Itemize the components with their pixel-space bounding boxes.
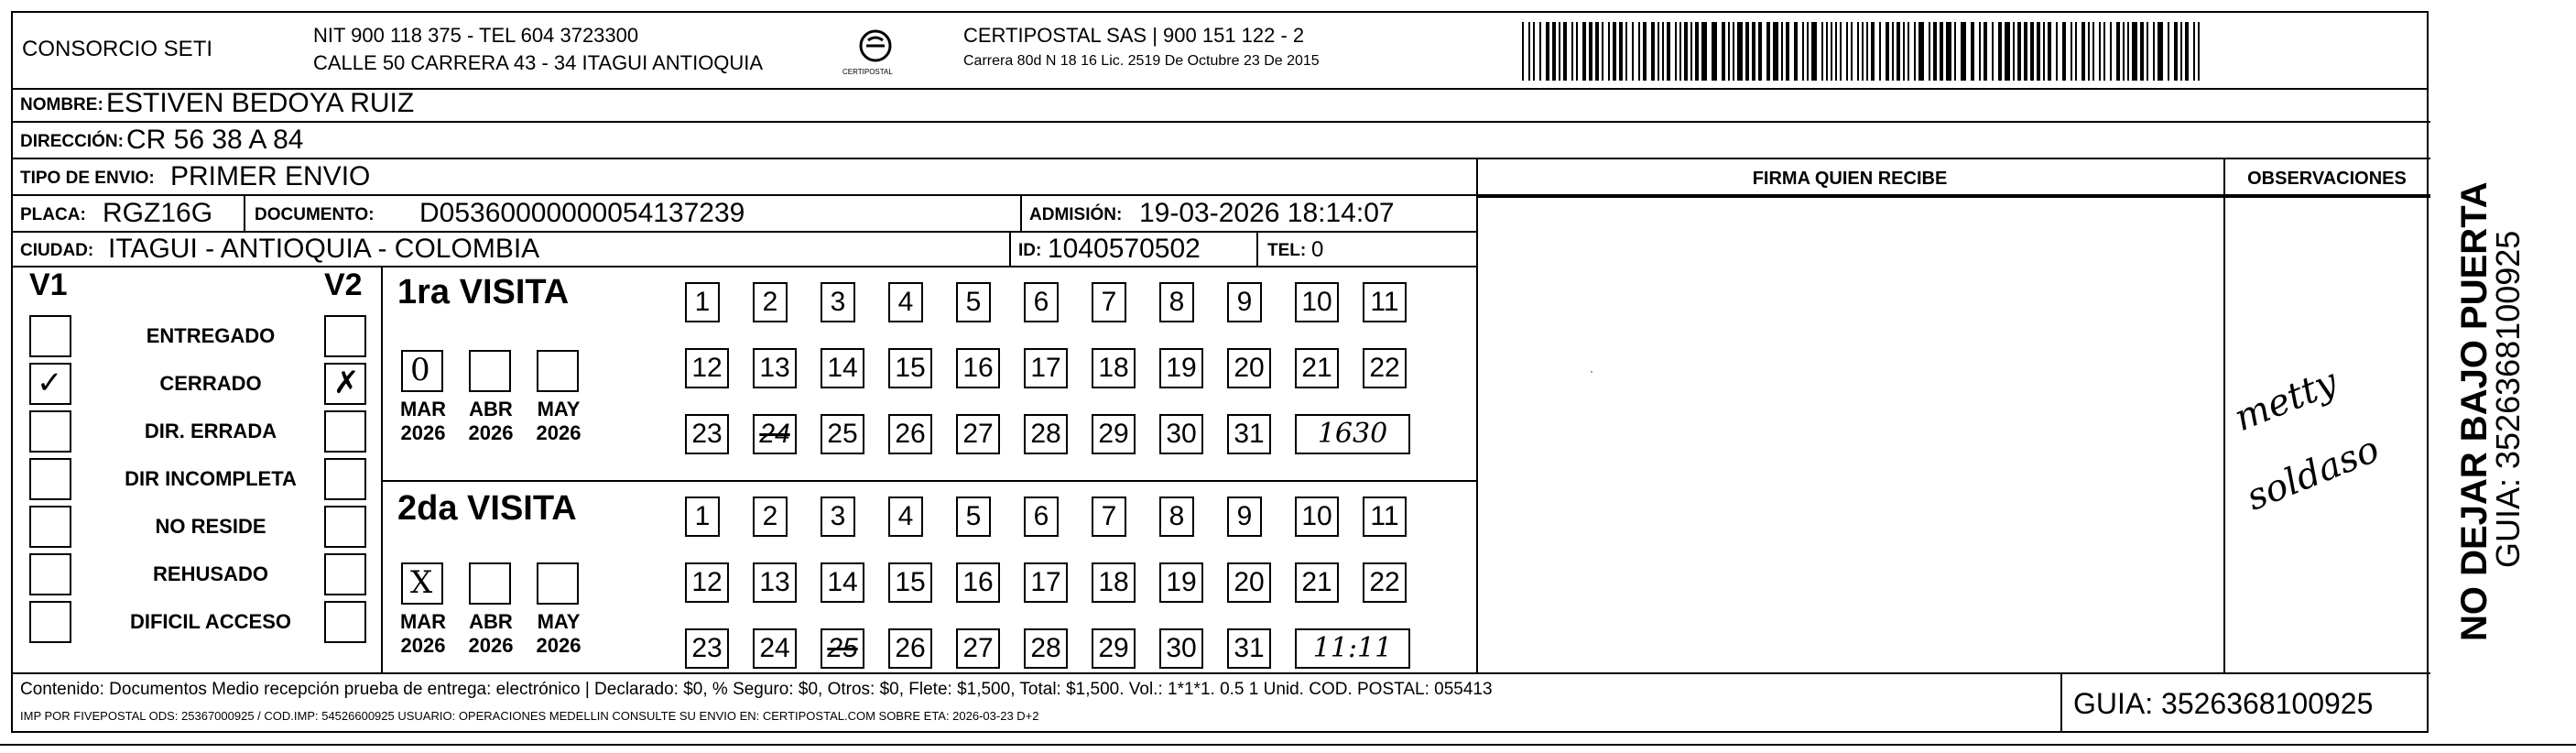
barcode-bar — [2048, 22, 2051, 81]
v1-checkbox[interactable] — [29, 315, 71, 357]
month-checkbox[interactable] — [401, 562, 443, 605]
year-label: 2026 — [536, 421, 582, 444]
barcode-bar — [2017, 22, 2021, 81]
day-box[interactable]: 22 — [1363, 348, 1407, 388]
barcode-bar — [1684, 22, 1688, 81]
v2-checkbox[interactable] — [324, 553, 366, 595]
day-box[interactable]: 11 — [1363, 282, 1407, 322]
row-nombre — [13, 88, 2430, 123]
divider — [1009, 233, 1011, 266]
barcode-bar — [2005, 22, 2010, 81]
day-box[interactable]: 13 — [753, 562, 797, 603]
barcode-bar — [2140, 22, 2144, 81]
barcode-bar — [1811, 22, 1817, 81]
barcode-bar — [1862, 22, 1864, 81]
barcode-bar — [1998, 22, 2002, 81]
month-label: MAR — [399, 398, 447, 420]
month-mark: X — [410, 564, 433, 601]
id-label: ID: — [1018, 241, 1042, 260]
barcode-bar — [1892, 22, 1894, 81]
barcode-bar — [1528, 22, 1530, 81]
month-checkbox[interactable] — [537, 562, 579, 605]
documento-label: DOCUMENTO: — [255, 205, 375, 224]
barcode-bar — [2056, 22, 2058, 81]
time-box[interactable]: 11:11 — [1295, 628, 1410, 669]
barcode-bar — [1582, 22, 1586, 81]
company-name: CONSORCIO SETI — [22, 37, 213, 61]
day-box[interactable]: 1 — [685, 497, 720, 537]
status-label: DIR INCOMPLETA — [125, 467, 297, 490]
side-warning-text: NO DEJAR BAJO PUERTA — [2454, 181, 2494, 641]
divider — [1020, 196, 1022, 231]
row-ciudad — [13, 233, 1476, 267]
barcode-bar — [2024, 22, 2027, 81]
barcode-bar — [1897, 22, 1900, 81]
year-label: 2026 — [468, 634, 514, 657]
signature-dot: · — [1590, 365, 1593, 377]
barcode-bar — [1835, 22, 1837, 81]
v2-checkbox[interactable] — [324, 363, 366, 405]
day-box[interactable]: 30 — [1159, 414, 1203, 454]
day-box[interactable]: 20 — [1227, 348, 1271, 388]
barcode-bar — [1745, 22, 1749, 81]
barcode-bar — [1589, 22, 1592, 81]
month-label: MAY — [537, 398, 581, 420]
barcode-bar — [1638, 22, 1640, 81]
footer-line2: IMP POR FIVEPOSTAL ODS: 25367000925 / COD.IMP: 54526600925 USUARIO: OPERACIONES MEDELLIN CONSULTE SU ENVIO EN: CERTIPOSTAL.COM SOBRE ETA: 2026-03-23 D+2 — [20, 709, 1039, 723]
day-box[interactable]: 3 — [821, 497, 855, 537]
day-box[interactable]: 16 — [956, 562, 1000, 603]
day-box[interactable]: 24 — [753, 628, 797, 669]
barcode-bar — [1773, 22, 1778, 81]
barcode-bar — [1712, 22, 1717, 81]
barcode-bar — [2147, 22, 2148, 81]
barcode-bar — [1821, 22, 1823, 81]
day-box[interactable]: 11 — [1363, 497, 1407, 537]
day-box[interactable]: 19 — [1159, 348, 1203, 388]
barcode-bar — [2075, 22, 2077, 81]
firma-left-border — [1476, 159, 1478, 672]
firma-label: FIRMA QUIEN RECIBE — [1752, 169, 1948, 189]
day-box[interactable]: 23 — [685, 414, 729, 454]
barcode-bar — [1954, 22, 1956, 81]
barcode-bar — [2174, 22, 2178, 81]
barcode-bar — [1619, 22, 1623, 81]
barcode-bar — [1846, 22, 1848, 81]
day-box[interactable]: 21 — [1295, 348, 1339, 388]
barcode-bar — [2071, 22, 2072, 81]
v1-checkbox[interactable] — [29, 553, 71, 595]
v2-checkbox[interactable] — [324, 601, 366, 643]
form-header — [13, 13, 2427, 90]
barcode-bar — [1840, 22, 1842, 81]
barcode-bar — [2013, 22, 2015, 81]
barcode-bar — [2127, 22, 2129, 81]
address-line: CALLE 50 CARRERA 43 - 34 ITAGUI ANTIOQUIA — [313, 51, 764, 74]
visit1-title: 1ra VISITA — [397, 273, 570, 311]
nombre-label: NOMBRE: — [20, 95, 103, 115]
day-box[interactable]: 20 — [1227, 562, 1271, 603]
placa-value: RGZ16G — [103, 198, 213, 228]
barcode-bar — [1701, 22, 1707, 81]
barcode-bar — [1722, 22, 1725, 81]
day-box[interactable]: 7 — [1092, 497, 1126, 537]
tipo-value: PRIMER ENVIO — [170, 161, 371, 191]
barcode-bar — [1961, 22, 1966, 81]
barcode-bar — [1786, 22, 1789, 81]
barcode — [1522, 22, 2209, 81]
barcode-bar — [1908, 22, 1909, 81]
day-box[interactable]: 4 — [888, 497, 923, 537]
day-box[interactable]: 27 — [956, 628, 1000, 669]
barcode-bar — [2110, 22, 2112, 81]
v2-checkbox[interactable] — [324, 315, 366, 357]
day-box[interactable]: 19 — [1159, 562, 1203, 603]
month-label: ABR — [469, 398, 513, 420]
v1-checkbox[interactable] — [29, 601, 71, 643]
logo-caption: CERTIPOSTAL — [842, 68, 893, 76]
barcode-bar — [1758, 22, 1762, 81]
barcode-bar — [1625, 22, 1627, 81]
barcode-bar — [2198, 22, 2200, 81]
day-box[interactable]: 15 — [888, 562, 932, 603]
day-box[interactable]: 2 — [753, 282, 788, 322]
barcode-bar — [1522, 22, 1524, 81]
month-checkbox[interactable] — [469, 562, 511, 605]
month-checkbox[interactable] — [469, 350, 511, 392]
day-box[interactable]: 29 — [1092, 414, 1136, 454]
v1-label: V1 — [29, 267, 68, 302]
barcode-bar — [1794, 22, 1798, 81]
barcode-bar — [1781, 22, 1783, 81]
barcode-bar — [1651, 22, 1655, 81]
status-label: ENTREGADO — [146, 324, 276, 347]
day-box[interactable]: 4 — [888, 282, 923, 322]
barcode-bar — [1675, 22, 1677, 81]
day-box[interactable]: 2 — [753, 497, 788, 537]
year-label: 2026 — [536, 634, 582, 657]
ciudad-value: ITAGUI - ANTIOQUIA - COLOMBIA — [108, 234, 540, 264]
status-label: DIR. ERRADA — [144, 420, 277, 442]
admision-label: ADMISIÓN: — [1029, 205, 1123, 224]
day-box[interactable]: 26 — [888, 414, 932, 454]
barcode-bar — [1546, 22, 1549, 81]
day-box[interactable]: 9 — [1227, 282, 1262, 322]
barcode-bar — [1857, 22, 1859, 81]
guia-box-divider — [2060, 672, 2062, 733]
barcode-bar — [1690, 22, 1692, 81]
documento-value: D05360000000054137239 — [419, 198, 745, 228]
row-direccion — [13, 123, 2430, 159]
barcode-bar — [1946, 22, 1951, 81]
status-label: DIFICIL ACCESO — [129, 610, 291, 633]
barcode-bar — [1559, 22, 1560, 81]
day-box[interactable]: 16 — [956, 348, 1000, 388]
barcode-bar — [1886, 22, 1889, 81]
tel-value: 0 — [1311, 237, 1324, 262]
barcode-bar — [1851, 22, 1853, 81]
barcode-bar — [1667, 22, 1670, 81]
day-box[interactable]: 31 — [1227, 414, 1271, 454]
month-label: ABR — [469, 610, 513, 633]
day-box[interactable]: 28 — [1024, 628, 1068, 669]
barcode-bar — [2153, 22, 2155, 81]
bottom-rule — [0, 744, 2576, 746]
barcode-bar — [1866, 22, 1868, 81]
day-box[interactable]: 17 — [1024, 562, 1068, 603]
day-box[interactable]: 17 — [1024, 348, 1068, 388]
barcode-bar — [1608, 22, 1610, 81]
year-label: 2026 — [400, 634, 446, 657]
v2-checkbox[interactable] — [324, 458, 366, 500]
time-box[interactable]: 1630 — [1295, 414, 1410, 454]
barcode-bar — [2037, 22, 2040, 81]
barcode-bar — [2103, 22, 2105, 81]
month-mark: 0 — [410, 352, 430, 388]
row-placa — [13, 196, 1476, 233]
barcode-bar — [1533, 22, 1535, 81]
barcode-bar — [1679, 22, 1681, 81]
certipostal-logo-icon — [855, 27, 896, 68]
v1-checkbox[interactable] — [29, 410, 71, 453]
barcode-bar — [1662, 22, 1664, 81]
barcode-bar — [2092, 22, 2094, 81]
day-box[interactable]: 10 — [1295, 282, 1339, 322]
day-box[interactable]: 8 — [1159, 282, 1194, 322]
footer-top-line — [13, 672, 2430, 674]
barcode-bar — [1632, 22, 1634, 81]
year-label: 2026 — [468, 421, 514, 444]
day-box[interactable]: 12 — [685, 562, 729, 603]
v1-checkbox[interactable] — [29, 363, 71, 405]
barcode-bar — [1929, 22, 1930, 81]
barcode-bar — [1733, 22, 1734, 81]
barcode-bar — [2043, 22, 2045, 81]
day-box[interactable]: 22 — [1363, 562, 1407, 603]
barcode-bar — [1903, 22, 1905, 81]
certipostal-line1: CERTIPOSTAL SAS | 900 151 122 - 2 — [963, 24, 1305, 47]
status-label: REHUSADO — [153, 562, 268, 585]
v2-check-mark: ✗ — [333, 365, 360, 401]
status-divider — [381, 267, 383, 672]
barcode-bar — [1826, 22, 1828, 81]
delivery-form — [11, 11, 2429, 733]
barcode-bar — [1933, 22, 1937, 81]
direccion-value: CR 56 38 A 84 — [126, 125, 304, 155]
barcode-bar — [2081, 22, 2085, 81]
barcode-bar — [1595, 22, 1599, 81]
obs-left-border — [2223, 159, 2225, 672]
admision-value: 19-03-2026 18:14:07 — [1139, 198, 1395, 228]
barcode-bar — [1807, 22, 1809, 81]
day-box[interactable]: 6 — [1024, 282, 1059, 322]
day-box[interactable]: 14 — [821, 562, 864, 603]
day-box[interactable]: 5 — [956, 282, 991, 322]
divider — [1256, 233, 1258, 266]
side-guia-text: GUIA: 3526368100925 — [2489, 230, 2527, 568]
v2-label: V2 — [324, 267, 363, 302]
day-box[interactable]: 9 — [1227, 497, 1262, 537]
day-box[interactable]: 21 — [1295, 562, 1339, 603]
day-box[interactable]: 23 — [685, 628, 729, 669]
barcode-bar — [1766, 22, 1770, 81]
status-label: CERRADO — [159, 372, 262, 395]
id-value: 1040570502 — [1048, 234, 1201, 264]
visit-divider — [383, 480, 1476, 482]
day-box[interactable]: 30 — [1159, 628, 1203, 669]
barcode-bar — [2123, 22, 2125, 81]
day-box[interactable]: 25 — [821, 414, 864, 454]
barcode-bar — [1879, 22, 1881, 81]
observaciones-label: OBSERVACIONES — [2247, 169, 2407, 189]
day-box[interactable]: 24 — [753, 414, 797, 454]
day-box[interactable]: 14 — [821, 348, 864, 388]
barcode-bar — [1737, 22, 1743, 81]
month-label: MAY — [537, 610, 581, 633]
barcode-bar — [1979, 22, 1981, 81]
status-label: NO RESIDE — [155, 515, 266, 538]
day-box[interactable]: 18 — [1092, 348, 1136, 388]
barcode-bar — [1971, 22, 1974, 81]
barcode-bar — [2088, 22, 2090, 81]
barcode-bar — [1563, 22, 1567, 81]
ciudad-label: CIUDAD: — [20, 241, 94, 260]
v1-check-mark: ✓ — [37, 365, 63, 401]
day-box[interactable]: 25 — [821, 628, 864, 669]
barcode-bar — [1576, 22, 1578, 81]
day-box[interactable]: 28 — [1024, 414, 1068, 454]
barcode-bar — [1613, 22, 1616, 81]
barcode-bar — [2062, 22, 2066, 81]
barcode-bar — [2180, 22, 2182, 81]
barcode-bar — [1552, 22, 1556, 81]
barcode-bar — [1802, 22, 1804, 81]
day-box[interactable]: 3 — [821, 282, 855, 322]
barcode-bar — [2116, 22, 2120, 81]
barcode-bar — [1914, 22, 1916, 81]
day-box[interactable]: 10 — [1295, 497, 1339, 537]
barcode-bar — [1602, 22, 1603, 81]
barcode-bar — [2030, 22, 2034, 81]
visit2-title: 2da VISITA — [397, 489, 577, 528]
day-box[interactable]: 31 — [1227, 628, 1271, 669]
day-box[interactable]: 27 — [956, 414, 1000, 454]
nombre-value: ESTIVEN BEDOYA RUIZ — [106, 88, 415, 118]
direccion-label: DIRECCIÓN: — [20, 132, 124, 151]
barcode-bar — [1831, 22, 1832, 81]
v2-checkbox[interactable] — [324, 410, 366, 453]
day-box[interactable]: 26 — [888, 628, 932, 669]
divider — [244, 196, 245, 231]
barcode-bar — [1984, 22, 1987, 81]
observaciones-handwriting-1: metty — [2228, 360, 2343, 441]
barcode-bar — [2185, 22, 2189, 81]
v1-checkbox[interactable] — [29, 458, 71, 500]
month-label: MAR — [399, 610, 447, 633]
day-box[interactable]: 1 — [685, 282, 720, 322]
barcode-bar — [1643, 22, 1647, 81]
observaciones-handwriting-2: soldaso — [2240, 428, 2386, 519]
barcode-bar — [1695, 22, 1699, 81]
day-box[interactable]: 12 — [685, 348, 729, 388]
barcode-bar — [1918, 22, 1924, 81]
barcode-bar — [1539, 22, 1541, 81]
nit-line: NIT 900 118 375 - TEL 604 3723300 — [313, 24, 639, 47]
barcode-bar — [1658, 22, 1659, 81]
tipo-label: TIPO DE ENVIO: — [20, 169, 155, 188]
day-box[interactable]: 15 — [888, 348, 932, 388]
guia-box: GUIA: 3526368100925 — [2073, 687, 2374, 720]
barcode-bar — [2158, 22, 2163, 81]
barcode-bar — [1571, 22, 1573, 81]
barcode-bar — [2132, 22, 2137, 81]
footer-line1: Contenido: Documentos Medio recepción prueba de entrega: electrónico | Declarado: $0, % Seguro: $0, Otros: $0, Flete: $1,500, Total: $1,500. Vol.: 1*1*1. 0.5 1 Unid. COD. POSTAL: 055413 — [20, 680, 1493, 699]
year-label: 2026 — [400, 421, 446, 444]
tel-label: TEL: — [1267, 241, 1307, 260]
day-box[interactable]: 7 — [1092, 282, 1126, 322]
barcode-bar — [1728, 22, 1730, 81]
day-box[interactable]: 6 — [1024, 497, 1059, 537]
placa-label: PLACA: — [20, 205, 86, 224]
day-box[interactable]: 18 — [1092, 562, 1136, 603]
barcode-bar — [1940, 22, 1943, 81]
day-box[interactable]: 8 — [1159, 497, 1194, 537]
certipostal-line2: Carrera 80d N 18 16 Lic. 2519 De Octubre 23 De 2015 — [963, 53, 1320, 69]
barcode-bar — [1992, 22, 1994, 81]
v2-checkbox[interactable] — [324, 506, 366, 548]
month-checkbox[interactable] — [401, 350, 443, 392]
barcode-bar — [2193, 22, 2195, 81]
barcode-bar — [2168, 22, 2169, 81]
firma-header-line — [1476, 196, 2430, 198]
v1-checkbox[interactable] — [29, 506, 71, 548]
barcode-bar — [1871, 22, 1875, 81]
day-box[interactable]: 5 — [956, 497, 991, 537]
day-box[interactable]: 13 — [753, 348, 797, 388]
barcode-bar — [1752, 22, 1755, 81]
day-box[interactable]: 29 — [1092, 628, 1136, 669]
barcode-bar — [2099, 22, 2101, 81]
month-checkbox[interactable] — [537, 350, 579, 392]
